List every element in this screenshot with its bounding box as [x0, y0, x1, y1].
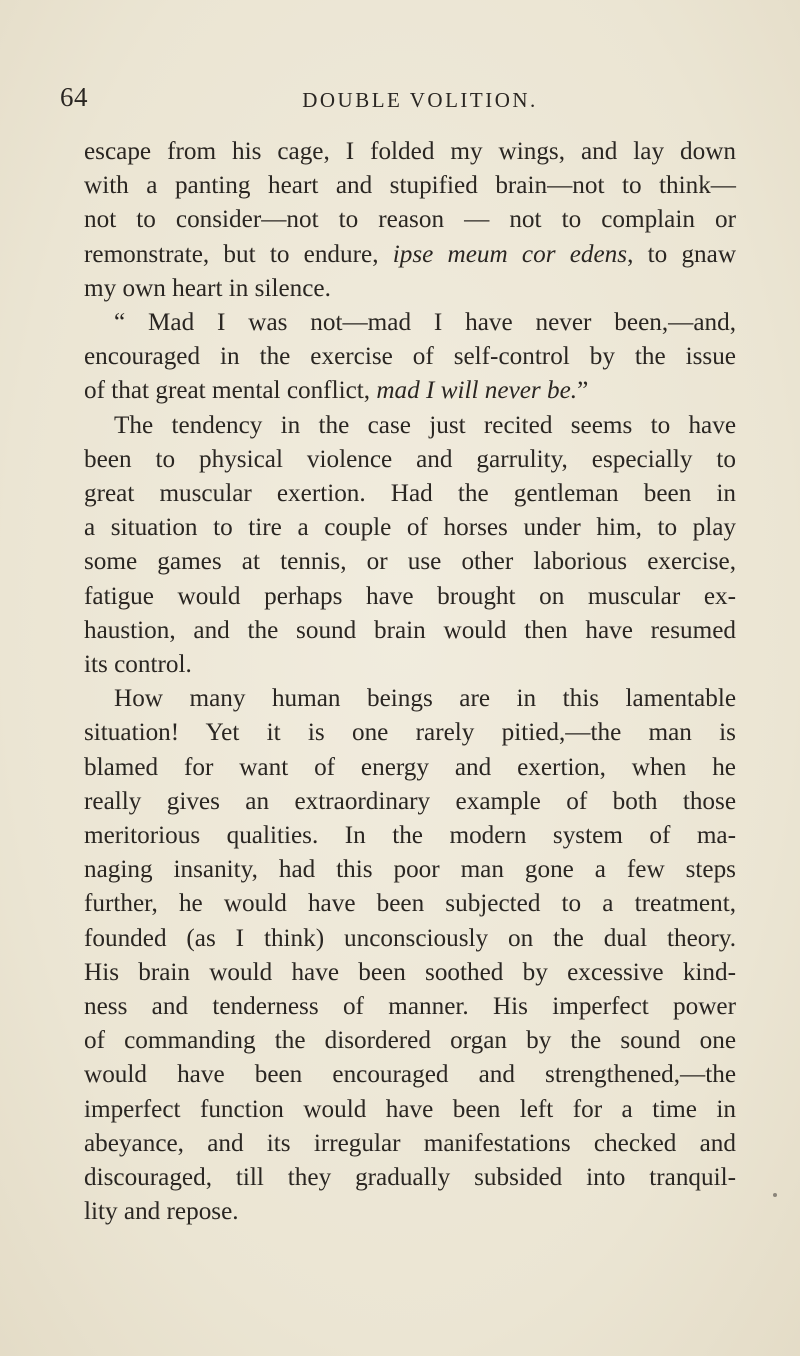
text-line: discouraged, till they gradually subsided into tranquil-	[84, 1164, 736, 1192]
text-line: would have been encouraged and strengthened,—the	[84, 1061, 736, 1089]
text-line: escape from his cage, I folded my wings, and lay down	[84, 138, 736, 165]
text-line: my own heart in silence.	[84, 274, 331, 302]
text-fragment: of that great mental conflict,	[84, 377, 377, 405]
text-line: not to consider—not to reason — not to complain or	[84, 206, 736, 234]
page-header	[60, 82, 780, 122]
text-line: ness and tenderness of manner. His imperfect power	[84, 993, 736, 1021]
text-fragment: , to gnaw	[627, 240, 737, 268]
text-line: The tendency in the case just recited seems to have	[114, 411, 736, 439]
text-fragment: remonstrate, but to endure,	[84, 240, 393, 268]
text-line: naging insanity, had this poor man gone a few steps	[84, 856, 736, 884]
text-fragment: ”	[577, 377, 589, 405]
page-number: 64	[60, 82, 88, 112]
text-line-with-emphasis	[84, 374, 736, 408]
text-line: with a panting heart and stupified brain—not to think—	[84, 172, 736, 200]
ink-speck	[773, 1193, 777, 1197]
text-line: founded (as I think) unconsciously on the dual theory.	[84, 924, 736, 952]
latin-phrase: ipse meum cor edens	[392, 240, 628, 268]
text-line: some games at tennis, or use other laborious exercise,	[84, 548, 736, 576]
text-line: situation! Yet it is one rarely pitied,—the man is	[84, 719, 736, 747]
text-line: blamed for want of energy and exertion, when he	[84, 753, 736, 781]
text-line: been to physical violence and garrulity, especially to	[84, 445, 736, 473]
text-line: its control.	[84, 651, 192, 679]
text-line: meritorious qualities. In the modern system of ma-	[84, 822, 736, 850]
text-line: lity and repose.	[84, 1198, 239, 1226]
text-line: great muscular exertion. Had the gentleman been in	[84, 480, 736, 508]
text-line: abeyance, and its irregular manifestations checked and	[84, 1129, 736, 1157]
emphasis-phrase: mad I will never be.	[376, 377, 578, 405]
text-line: further, he would have been subjected to a treatment,	[84, 890, 736, 918]
text-line: of commanding the disordered organ by the sound one	[84, 1027, 736, 1055]
text-line: fatigue would perhaps have brought on muscular ex-	[84, 582, 736, 610]
body-text	[84, 135, 736, 1230]
text-line-with-latin	[84, 238, 736, 272]
text-line: encouraged in the exercise of self-control by the issue	[84, 343, 736, 371]
text-line: His brain would have been soothed by excessive kind-	[84, 958, 736, 986]
text-line: really gives an extraordinary example of both those	[84, 787, 736, 815]
text-line: a situation to tire a couple of horses under him, to play	[84, 514, 736, 542]
text-line: How many human beings are in this lamentable	[114, 685, 736, 713]
text-line: haustion, and the sound brain would then have resumed	[84, 616, 736, 644]
text-line: imperfect function would have been left for a time in	[84, 1095, 736, 1123]
running-head: DOUBLE VOLITION.	[302, 88, 538, 112]
text-line: “ Mad I was not—mad I have never been,—and,	[114, 309, 736, 337]
